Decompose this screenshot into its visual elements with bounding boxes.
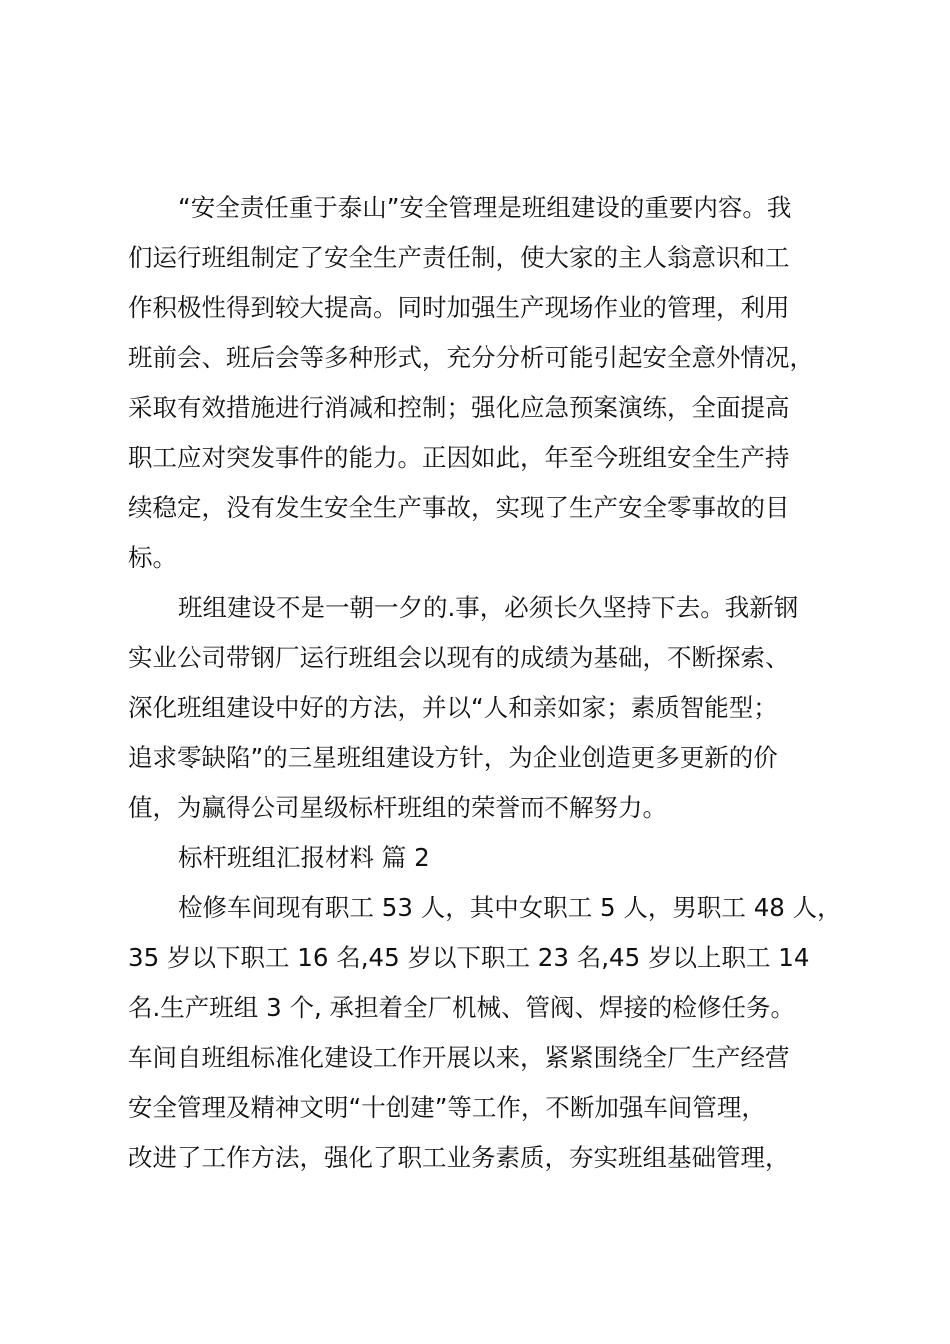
text-line: 追求零缺陷”的三星班组建设方针，为企业创造更多更新的价 <box>128 743 778 772</box>
text-line: 深化班组建设中好的方法，并以“人和亲如家；素质智能型； <box>128 693 778 722</box>
section-heading: 标杆班组汇报材料 篇 2 <box>178 843 430 872</box>
text-line: 值，为赢得公司星级标杆班组的荣誉而不解努力。 <box>128 793 667 822</box>
text-line: 实业公司带钢厂运行班组会以现有的成绩为基础，不断探索、 <box>128 643 790 672</box>
document-body <box>128 183 848 1183</box>
text-line: 职工应对突发事件的能力。正因如此，年至今班组安全生产持 <box>128 443 790 472</box>
text-line: 班前会、班后会等多种形式，充分分析可能引起安全意外情况， <box>128 343 814 372</box>
text-line: 们运行班组制定了安全生产责任制，使大家的主人翁意识和工 <box>128 243 790 272</box>
text-line: “安全责任重于泰山”安全管理是班组建设的重要内容。我 <box>178 193 792 222</box>
text-line: 班组建设不是一朝一夕的.事，必须长久坚持下去。我新钢 <box>178 593 799 622</box>
text-line: 车间自班组标准化建设工作开展以来，紧紧围绕全厂生产经营 <box>128 1043 790 1072</box>
text-line: 作积极性得到较大提高。同时加强生产现场作业的管理，利用 <box>128 293 790 322</box>
text-line: 安全管理及精神文明“十创建”等工作，不断加强车间管理， <box>128 1093 766 1122</box>
text-line: 续稳定，没有发生安全生产事故，实现了生产安全零事故的目 <box>128 493 790 522</box>
text-line: 名.生产班组 3 个, 承担着全厂机械、管阀、焊接的检修任务。 <box>128 993 796 1022</box>
text-line: 标。 <box>128 543 177 572</box>
text-line: 采取有效措施进行消减和控制；强化应急预案演练，全面提高 <box>128 393 790 422</box>
text-line: 改进了工作方法，强化了职工业务素质，夯实班组基础管理， <box>128 1143 790 1172</box>
text-line: 检修车间现有职工 53 人，其中女职工 5 人，男职工 48 人， <box>178 893 842 922</box>
text-line: 35 岁以下职工 16 名,45 岁以下职工 23 名,45 岁以上职工 14 <box>128 943 810 972</box>
